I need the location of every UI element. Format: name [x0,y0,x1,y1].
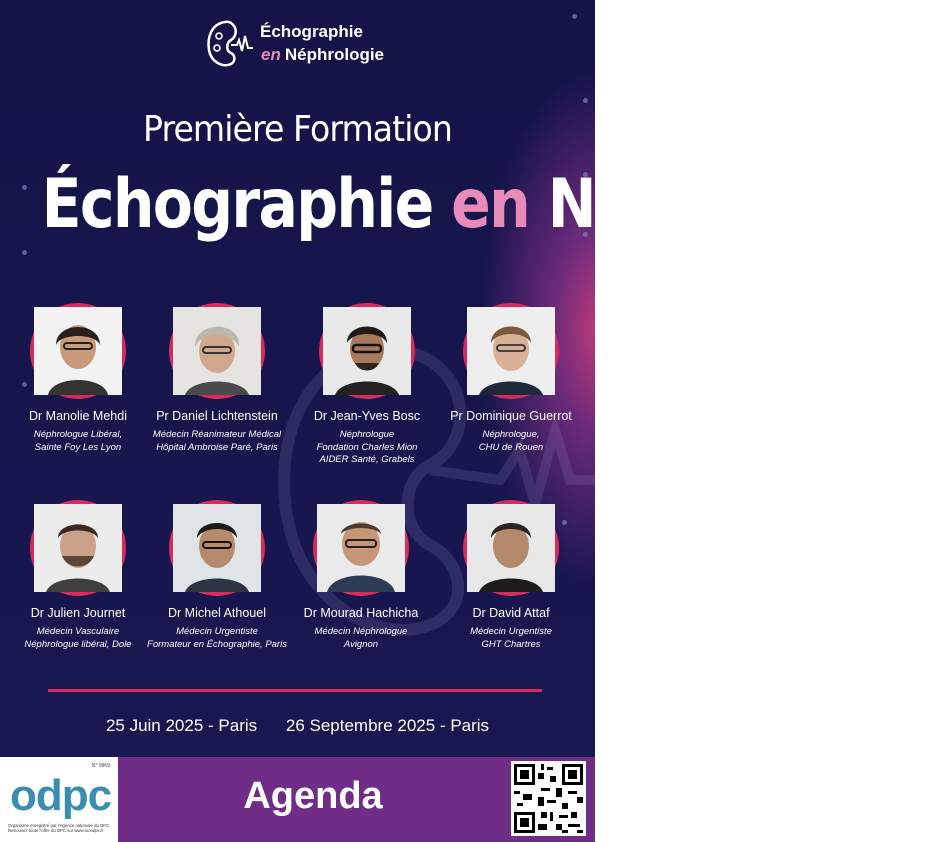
title-part3: Néphrologie [547,165,932,244]
speaker-description: Médecin Urgentiste GHT Chartres [470,626,552,650]
qr-code-icon[interactable] [511,761,586,836]
speaker-card [3,303,153,454]
event-logo [205,18,405,72]
event-dates [0,716,595,736]
speaker-description: Néphrologue Fondation Charles Mion AIDER Santé, Grabels [316,429,418,465]
odpc-logo-text: odpc [10,771,112,820]
decor-dot [583,98,588,103]
speaker-name: Dr Jean-Yves Bosc [313,409,421,423]
speaker-name: Dr Mourad Hachicha [303,606,419,620]
speaker-description: Néphrologue Libéral, Sainte Foy Les Lyon [33,429,123,453]
page-title [41,165,932,244]
kidney-logo-icon [205,18,253,70]
speaker-name: Dr David Attaf [472,606,550,620]
speaker-card [292,303,442,467]
speaker-card [3,500,153,651]
title-part1: Échographie [41,165,433,244]
divider [48,689,542,692]
logo-nephrologie: Néphrologie [284,45,385,64]
speaker-photo [169,500,265,596]
speaker-description: Médecin Vasculaire Néphrologue libéral, Dole [24,626,132,650]
speaker-photo [463,303,559,399]
speaker-name: Dr Julien Journet [30,606,126,620]
speaker-photo [319,303,415,399]
speaker-photo [313,500,409,596]
logo-line1: Échographie [260,22,363,41]
odpc-note: Organisme enregistré par l'Agence nationale du DPC. Retrouvez toute l'offre du DPC sur www.mondpc.fr [8,823,111,833]
decor-dot [22,250,27,255]
decor-dot [22,185,27,190]
speaker-description: Médecin Réanimateur Médical Hôpital Ambroise Paré, Paris [152,429,282,453]
speaker-photo [30,500,126,596]
agenda-button[interactable]: Agenda [243,775,383,817]
speaker-photo [169,303,265,399]
title-part2: en [451,165,530,244]
date-2: 26 Septembre 2025 - Paris [285,716,490,735]
footer-bar [0,757,595,842]
odpc-number: N° 9969 [91,763,110,769]
speaker-card [286,500,436,651]
speaker-name: Pr Daniel Lichtenstein [156,409,278,423]
speaker-card [142,500,292,651]
speaker-photo [463,500,559,596]
logo-line2 [261,45,384,65]
speaker-card [142,303,292,454]
speaker-name: Pr Dominique Guerrot [450,409,572,423]
speaker-name: Dr Michel Athouel [168,606,266,620]
speaker-description: Médecin Néphrologue Avignon [314,626,408,650]
logo-en: en [261,45,281,64]
subtitle: Première Formation [143,109,452,150]
speaker-description: Néphrologue, CHU de Rouen [478,429,544,453]
odpc-logo[interactable] [0,757,118,842]
speaker-card [436,303,586,454]
speaker-card [436,500,586,651]
speaker-description: Médecin Urgentiste Formateur en Échographie, Paris [147,626,287,650]
decor-dot [572,14,577,19]
date-1: 25 Juin 2025 - Paris [105,716,258,735]
speaker-photo [30,303,126,399]
speaker-name: Dr Manolie Mehdi [29,409,127,423]
